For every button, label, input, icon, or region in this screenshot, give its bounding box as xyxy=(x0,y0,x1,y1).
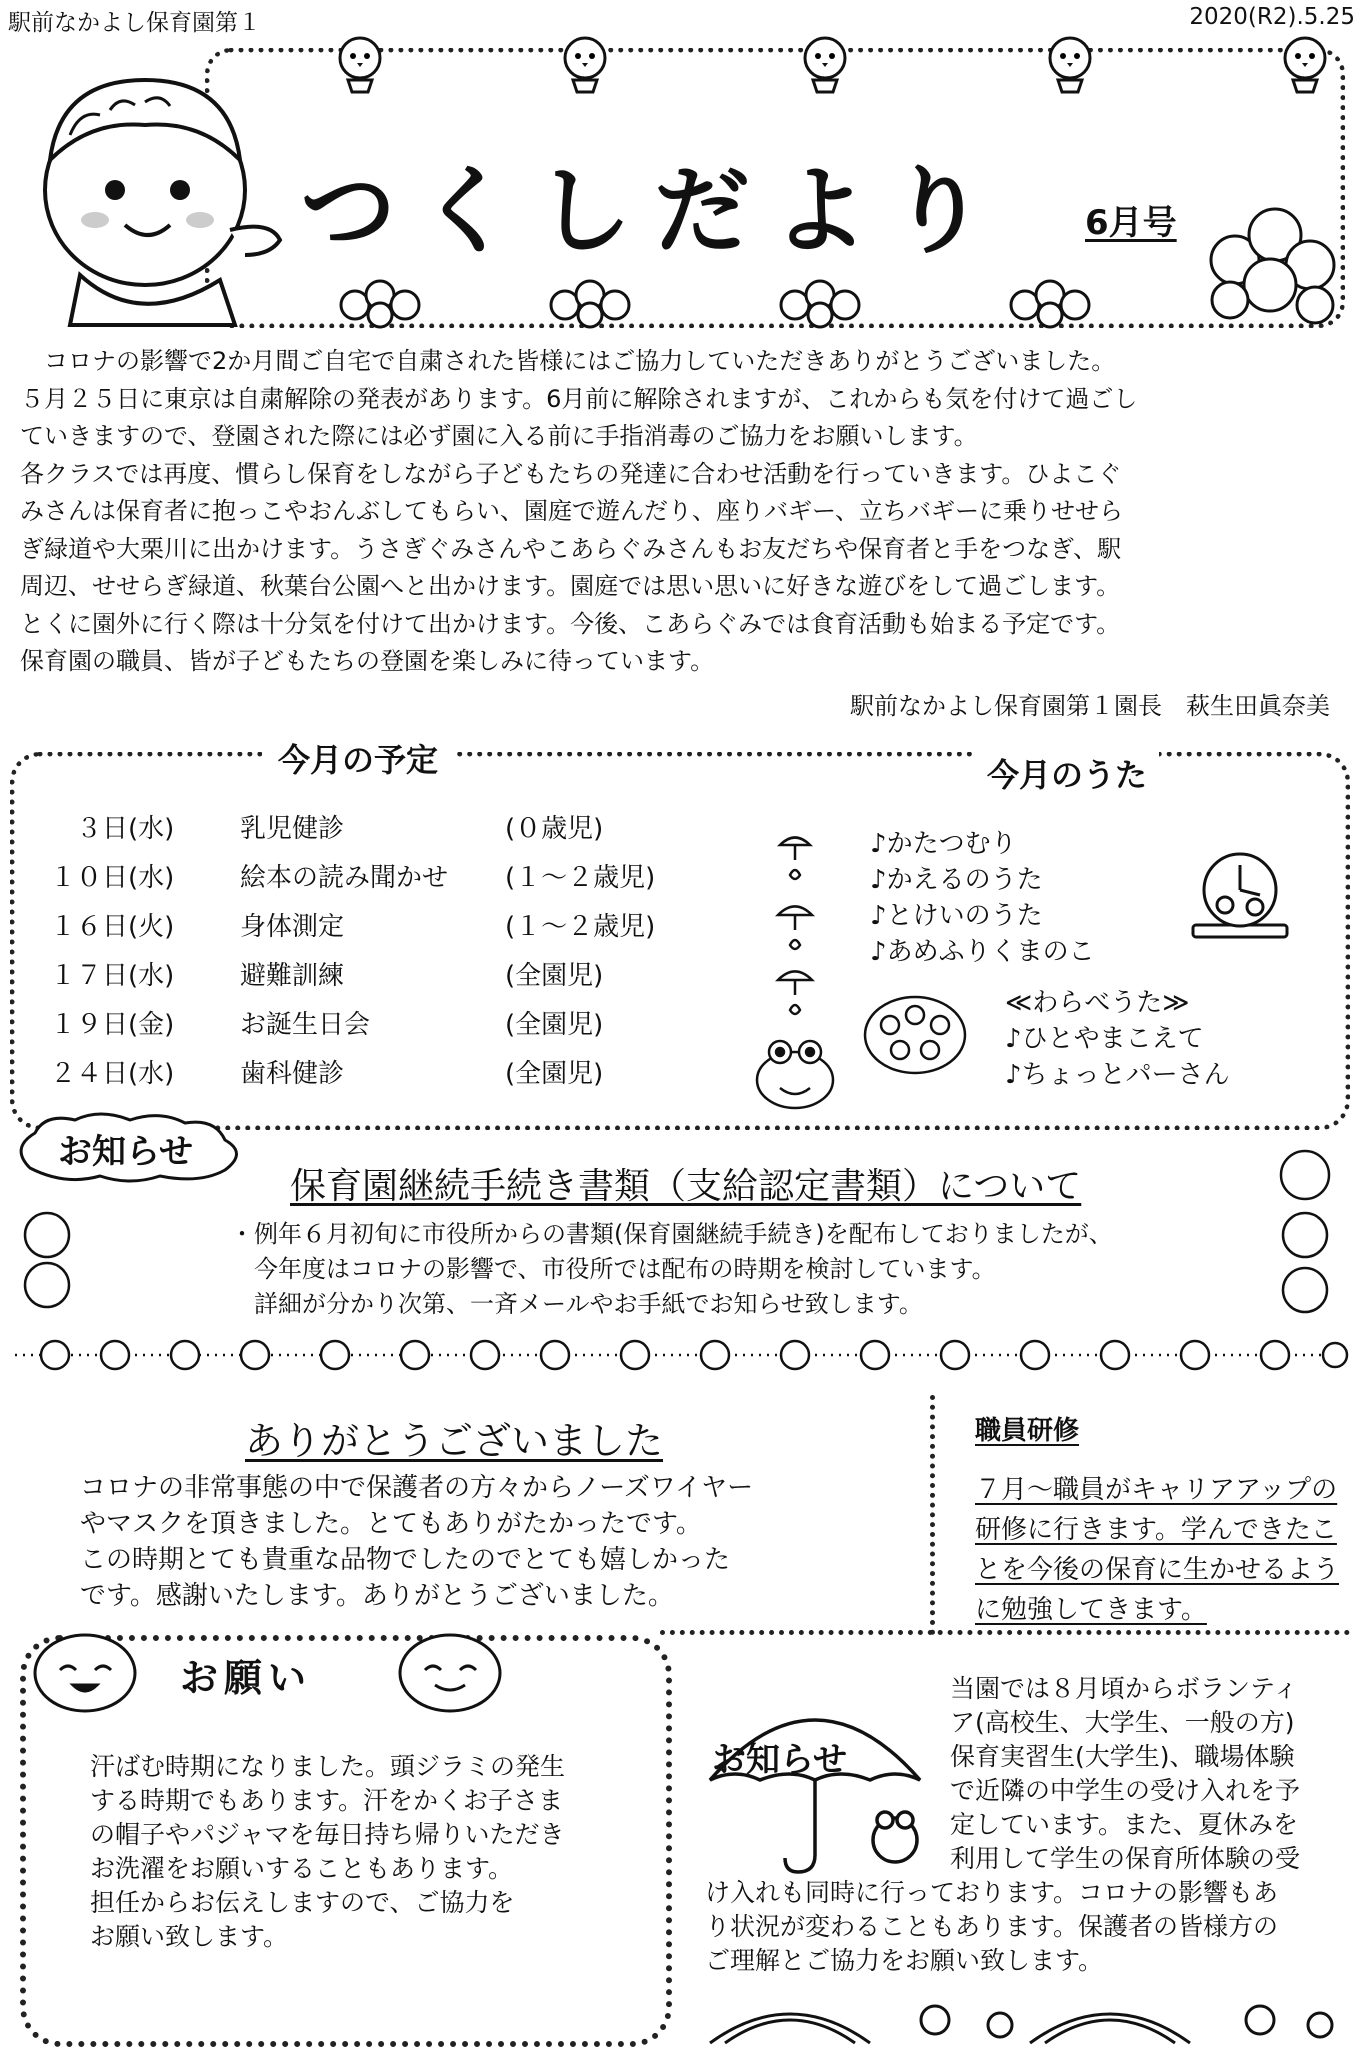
request-line: お願い致します。 xyxy=(90,1922,289,1951)
schedule-target: (全園児) xyxy=(505,961,604,991)
schedule-event: 歯科健診 xyxy=(240,1059,345,1089)
smiling-face-icon xyxy=(390,1625,510,1720)
notice2-line: 当園では８月頃からボランティ xyxy=(950,1674,1299,1703)
schedule-event: 絵本の読み聞かせ xyxy=(240,863,449,893)
notice2-line: で近隣の中学生の受け入れを予 xyxy=(950,1776,1301,1805)
flower-frog-border xyxy=(15,1333,1350,1377)
rainbow-sun-border xyxy=(700,1985,1350,2045)
notice2-line: 定しています。また、夏休みを xyxy=(950,1810,1299,1839)
intro-line: コロナの影響で2か月間ご自宅で自粛された皆様にはご協力していただきありがとうございました。 xyxy=(20,347,1116,375)
songs-heading: 今月のうた xyxy=(975,750,1159,796)
notice2-badge: お知らせ xyxy=(712,1740,847,1780)
hydrangea-icon xyxy=(770,270,880,330)
notice-title: 保育園継続手続き書類（支給認定書類）について xyxy=(290,1166,1082,1207)
hydrangea-icon xyxy=(12,1205,82,1315)
notice-body xyxy=(230,1217,1113,1322)
schedule-target: (全園児) xyxy=(505,1059,604,1089)
schedule-date: １９日(金) xyxy=(50,1010,175,1040)
notice-badge xyxy=(10,1108,250,1184)
schedule-target: (１～２歳児) xyxy=(505,912,656,942)
request-badge: お願い xyxy=(170,1647,322,1702)
schedule-row xyxy=(50,1053,750,1102)
hydrangea-bush-icon xyxy=(1195,190,1345,330)
intro-line: みさんは保育者に抱っこやおんぶしてもらい、園庭で遊んだり、座りバギー、立ちバギーに乗りせせら xyxy=(20,497,1124,525)
schedule-event: 乳児健診 xyxy=(240,814,345,844)
schedule-target: (１～２歳児) xyxy=(505,863,656,893)
schedule-row xyxy=(50,955,750,1004)
thanks-line: この時期とても貴重な品物でしたのでとても嬉しかった xyxy=(80,1545,731,1575)
chick-icon xyxy=(555,30,615,100)
frogs-illustration xyxy=(860,990,970,1080)
notice2-body-full xyxy=(705,1876,1278,1978)
newsletter-title: つくしだより xyxy=(300,155,1008,267)
request-line: 汗ばむ時期になりました。頭ジラミの発生 xyxy=(90,1752,566,1781)
issue-label: 6月号 xyxy=(1085,203,1177,243)
training-divider xyxy=(930,1395,935,1635)
hydrangea-icon xyxy=(540,270,650,330)
request-body xyxy=(90,1750,565,1954)
notice-badge-text: お知らせ xyxy=(58,1132,193,1172)
schedule-date: １０日(水) xyxy=(50,863,175,893)
intro-line: 保育園の職員、皆が子どもたちの登園を楽しみに待っています。 xyxy=(20,647,715,675)
warabe-heading: ≪わらべうた≫ xyxy=(1005,988,1190,1018)
notice2-line: ご理解とご協力をお願い致します。 xyxy=(705,1946,1104,1975)
thanks-title: ありがとうございました xyxy=(245,1419,664,1463)
schedule-list xyxy=(50,808,750,1108)
hydrangea-icon xyxy=(1265,1145,1345,1320)
notice2-line: ア(高校生、大学生、一般の方) xyxy=(950,1708,1295,1737)
school-name: 駅前なかよし保育園第１ xyxy=(8,10,261,36)
principal-signature: 駅前なかよし保育園第１園長 萩生田眞奈美 xyxy=(850,692,1330,720)
intro-paragraph xyxy=(20,343,1350,681)
song-item: ♪あめふりくまのこ xyxy=(870,937,1095,967)
hydrangea-icon xyxy=(330,270,440,330)
thanks-body xyxy=(80,1470,753,1614)
song-item: ♪かたつむり xyxy=(870,829,1017,859)
chick-icon xyxy=(1040,30,1100,100)
thanks-line: やマスクを頂きました。とてもありがたかったです。 xyxy=(80,1509,702,1539)
chick-icon xyxy=(795,30,855,100)
song-item: ♪とけいのうた xyxy=(870,901,1043,931)
training-line: に勉強してきます。 xyxy=(975,1595,1207,1625)
request-line: 担任からお伝えしますので、ご協力を xyxy=(90,1888,515,1917)
request-line: お洗濯をお願いすることもあります。 xyxy=(90,1854,514,1883)
clock-illustration xyxy=(1185,845,1295,945)
notice-line: 今年度はコロナの影響で、市役所では配布の時期を検討しています。 xyxy=(254,1255,996,1283)
schedule-date: ３日(水) xyxy=(50,814,175,844)
notice2-line: け入れも同時に行っております。コロナの影響もあ xyxy=(705,1878,1279,1907)
schedule-target: (０歳児) xyxy=(505,814,604,844)
song-item: ♪ひとやまこえて xyxy=(1005,1024,1204,1054)
smiling-face-icon xyxy=(25,1625,145,1720)
rain-umbrella-column-illustration xyxy=(740,830,840,1130)
training-line: ７月～職員がキャリアアップの xyxy=(975,1475,1338,1505)
song-item: ♪かえるのうた xyxy=(870,865,1043,895)
thanks-line: です。感謝いたします。ありがとうございました。 xyxy=(80,1581,674,1611)
chick-icon xyxy=(330,30,390,100)
notice2-line: 利用して学生の保育所体験の受 xyxy=(950,1844,1301,1873)
intro-line: ぎ緑道や大栗川に出かけます。うさぎぐみさんやこあらぐみさんもお友だちや保育者と手をつなぎ、駅 xyxy=(20,534,1122,563)
schedule-row xyxy=(50,906,750,955)
schedule-date: １６日(火) xyxy=(50,912,175,942)
notice2-line: 保育実習生(大学生)、職場体験 xyxy=(950,1742,1295,1771)
notice2-body-right xyxy=(950,1672,1300,1876)
schedule-event: 避難訓練 xyxy=(240,961,345,991)
child-mascot-illustration xyxy=(20,40,290,330)
training-body xyxy=(975,1470,1339,1630)
warabe-songs xyxy=(1005,985,1230,1093)
intro-line: 各クラスでは再度、慣らし保育をしながら子どもたちの発達に合わせ活動を行っていきます。ひよこぐ xyxy=(20,459,1122,488)
request-line: する時期でもあります。汗をかくお子さま xyxy=(90,1786,564,1815)
schedule-row xyxy=(50,808,750,857)
schedule-row xyxy=(50,857,750,906)
training-title: 職員研修 xyxy=(975,1416,1080,1446)
hydrangea-icon xyxy=(1000,270,1110,330)
song-item: ♪ちょっとパーさん xyxy=(1005,1060,1230,1090)
intro-line: ５月２５日に東京は自粛解除の発表があります。6月前に解除されますが、これからも気を付けて過ごし xyxy=(20,384,1138,413)
thanks-line: コロナの非常事態の中で保護者の方々からノーズワイヤー xyxy=(80,1473,754,1503)
intro-line: ていきますので、登園された際には必ず園に入る前に手指消毒のご協力をお願いします。 xyxy=(20,422,978,450)
notice2-line: り状況が変わることもあります。保護者の皆様方の xyxy=(705,1912,1279,1941)
notice-line: ・例年６月初旬に市役所からの書類(保育園継続手続き)を配布しておりましたが、 xyxy=(230,1220,1113,1248)
schedule-heading: 今月の予定 xyxy=(262,735,454,781)
section-divider xyxy=(660,1630,1350,1635)
issue-date: 2020(R2).5.25 xyxy=(1189,4,1355,30)
schedule-row xyxy=(50,1004,750,1053)
notice-line: 詳細が分かり次第、一斉メールやお手紙でお知らせ致します。 xyxy=(254,1290,923,1318)
schedule-event: 身体測定 xyxy=(240,912,345,942)
schedule-event: お誕生日会 xyxy=(240,1010,371,1040)
songs-list xyxy=(870,826,1095,970)
chick-icon xyxy=(1275,30,1335,100)
schedule-date: １７日(水) xyxy=(50,961,175,991)
intro-line: とくに園外に行く際は十分気を付けて出かけます。今後、こあらぐみでは食育活動も始まる予定です。 xyxy=(20,609,1121,638)
training-line: とを今後の保育に生かせるよう xyxy=(975,1555,1340,1585)
training-line: 研修に行きます。学んできたこ xyxy=(975,1515,1337,1545)
schedule-date: ２４日(水) xyxy=(50,1059,175,1089)
request-line: の帽子やパジャマを毎日持ち帰りいただき xyxy=(90,1820,565,1849)
schedule-target: (全園児) xyxy=(505,1010,604,1040)
intro-line: 周辺、せせらぎ緑道、秋葉台公園へと出かけます。園庭では思い思いに好きな遊びをして過ごします。 xyxy=(20,572,1121,600)
